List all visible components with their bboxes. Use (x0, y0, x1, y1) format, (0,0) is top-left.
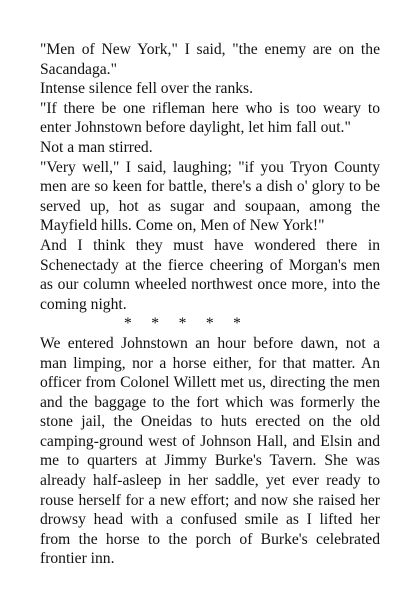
section-separator: * * * * * (124, 315, 241, 333)
paragraph-5: "Very well," I said, laughing; "if you Tryon County men are so keen for battle, there's a dish o' glory to be served up, hot as sugar and soupaan, among the Mayfield hills. Come on, Men of New York!" (40, 158, 380, 235)
document-page (40, 40, 380, 569)
paragraph-2: Intense silence fell over the ranks. (40, 80, 254, 98)
paragraph-3: "If there be one rifleman here who is too weary to enter Johnstown before daylight, let him fall out." (40, 99, 380, 137)
closing-paragraph: We entered Johnstown an hour before dawn, not a man limping, nor a horse either, for that matter. An officer from Colonel Willett met us, directing the men and the baggage to the fort which was formerly the stone jail, the Oneidas to huts erected on the old camping-ground west of Johnson Hall, and Elsin and me to quarters at Jimmy Burke's Tavern. She was already half-asleep in her saddle, yet ever ready to rouse herself for a new effort; and now she raised her drowsy head with a confused smile as I lifted her from the horse to the porch of Burke's celebrated frontier inn. (40, 334, 380, 568)
paragraph-1: "Men of New York," I said, "the enemy are on the Sacandaga." (40, 41, 380, 78)
paragraph-4: Not a man stirred. (40, 138, 153, 156)
paragraph-6: And I think they must have wondered there in Schenectady at the fierce cheering of Morgan's men as our column wheeled northwest once more, into the coming night. (40, 236, 380, 313)
